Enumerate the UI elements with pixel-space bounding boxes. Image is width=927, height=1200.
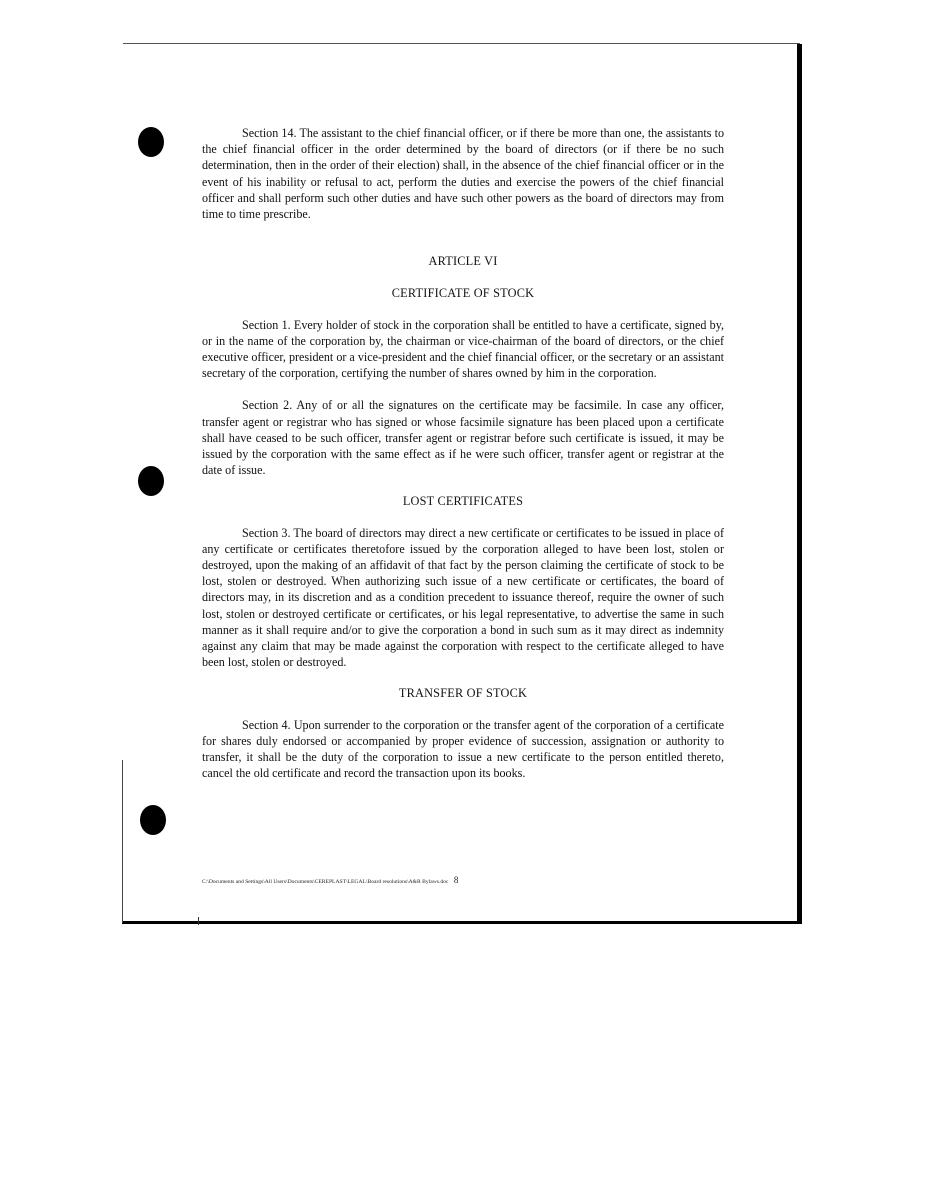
punch-hole — [138, 466, 164, 496]
page-edge-left — [122, 760, 123, 923]
lost-certificates-heading: LOST CERTIFICATES — [402, 494, 524, 509]
section-3-paragraph: Section 3. The board of directors may direct a new certificate or certificates to be issued in place of any certificate or certificates theretofore issued by the corporation alleged to have been lost, stolen or destroyed, upon the making of an affidavit of that fact by the person claiming the certificate of stock to be lost, stolen or destroyed. When authorizing such issue of a new certificate or certificates, the board of directors may, in its discretion and as a condition precedent to issuance thereof, require the owner of such lost, stolen or destroyed certificate or certificates, or his legal representative, to advertise the same in such manner as it shall require and/or to give the corporation a bond in such sum as it may direct as indemnity against any claim that may be made against the corporation with respect to the certificate alleged to have been lost, stolen or destroyed. — [202, 525, 724, 670]
section-2-paragraph: Section 2. Any of or all the signatures on the certificate may be facsimile. In case any officer, transfer agent or registrar who has signed or whose facsimile signature has been placed upon a certificate shall have ceased to be such officer, transfer agent or registrar before such certificate is issued, it may be issued by the corporation with the same effect as if he were such officer, transfer agent or registrar at the date of issue. — [202, 398, 724, 478]
page-edge-right — [797, 44, 802, 924]
footer-path-text: C:\Documents and Settings\All Users\Documents\CEREPLAST\LEGAL\Board resolutions\A&R Bylaws.doc — [202, 879, 449, 885]
transfer-of-stock-heading: TRANSFER OF STOCK — [398, 686, 528, 701]
section-4-paragraph: Section 4. Upon surrender to the corporation or the transfer agent of the corporation of a certificate for shares duly endorsed or accompanied by proper evidence of succession, assignation or authority to transfer, it shall be the duty of the corporation to issue a new certificate to the person entitled thereto, cancel the old certificate and record the transaction upon its books. — [202, 717, 724, 781]
punch-hole — [140, 805, 166, 835]
page-edge-top — [123, 43, 800, 44]
section-1-paragraph: Section 1. Every holder of stock in the corporation shall be entitled to have a certificate, signed by, or in the name of the corporation by, the chairman or vice-chairman of the board of directors, or the chief executive officer, president or a vice-president and the chief financial officer, or the secretary or an assistant secretary of the corporation, certifying the number of shares owned by him in the corporation. — [202, 317, 724, 381]
certificate-of-stock-heading: CERTIFICATE OF STOCK — [391, 286, 535, 301]
document-body — [202, 125, 724, 782]
page-number: 8 — [453, 875, 459, 885]
section-14-paragraph: Section 14. The assistant to the chief financial officer, or if there be more than one, the assistants to the chief financial officer in the order determined by the board of directors (or if there be no such determination, then in the order of their election) shall, in the absence of the chief financial officer or in the event of his inability or refusal to act, perform the duties and exercise the powers of the chief financial officer and shall perform such other duties and have such other powers as the board of directors may from time to time prescribe. — [202, 126, 724, 222]
footer-file-path — [202, 876, 458, 886]
page-edge-tick — [198, 917, 199, 925]
page-edge-bottom — [122, 921, 802, 924]
punch-hole — [138, 127, 164, 157]
article-heading: ARTICLE VI — [428, 254, 498, 269]
